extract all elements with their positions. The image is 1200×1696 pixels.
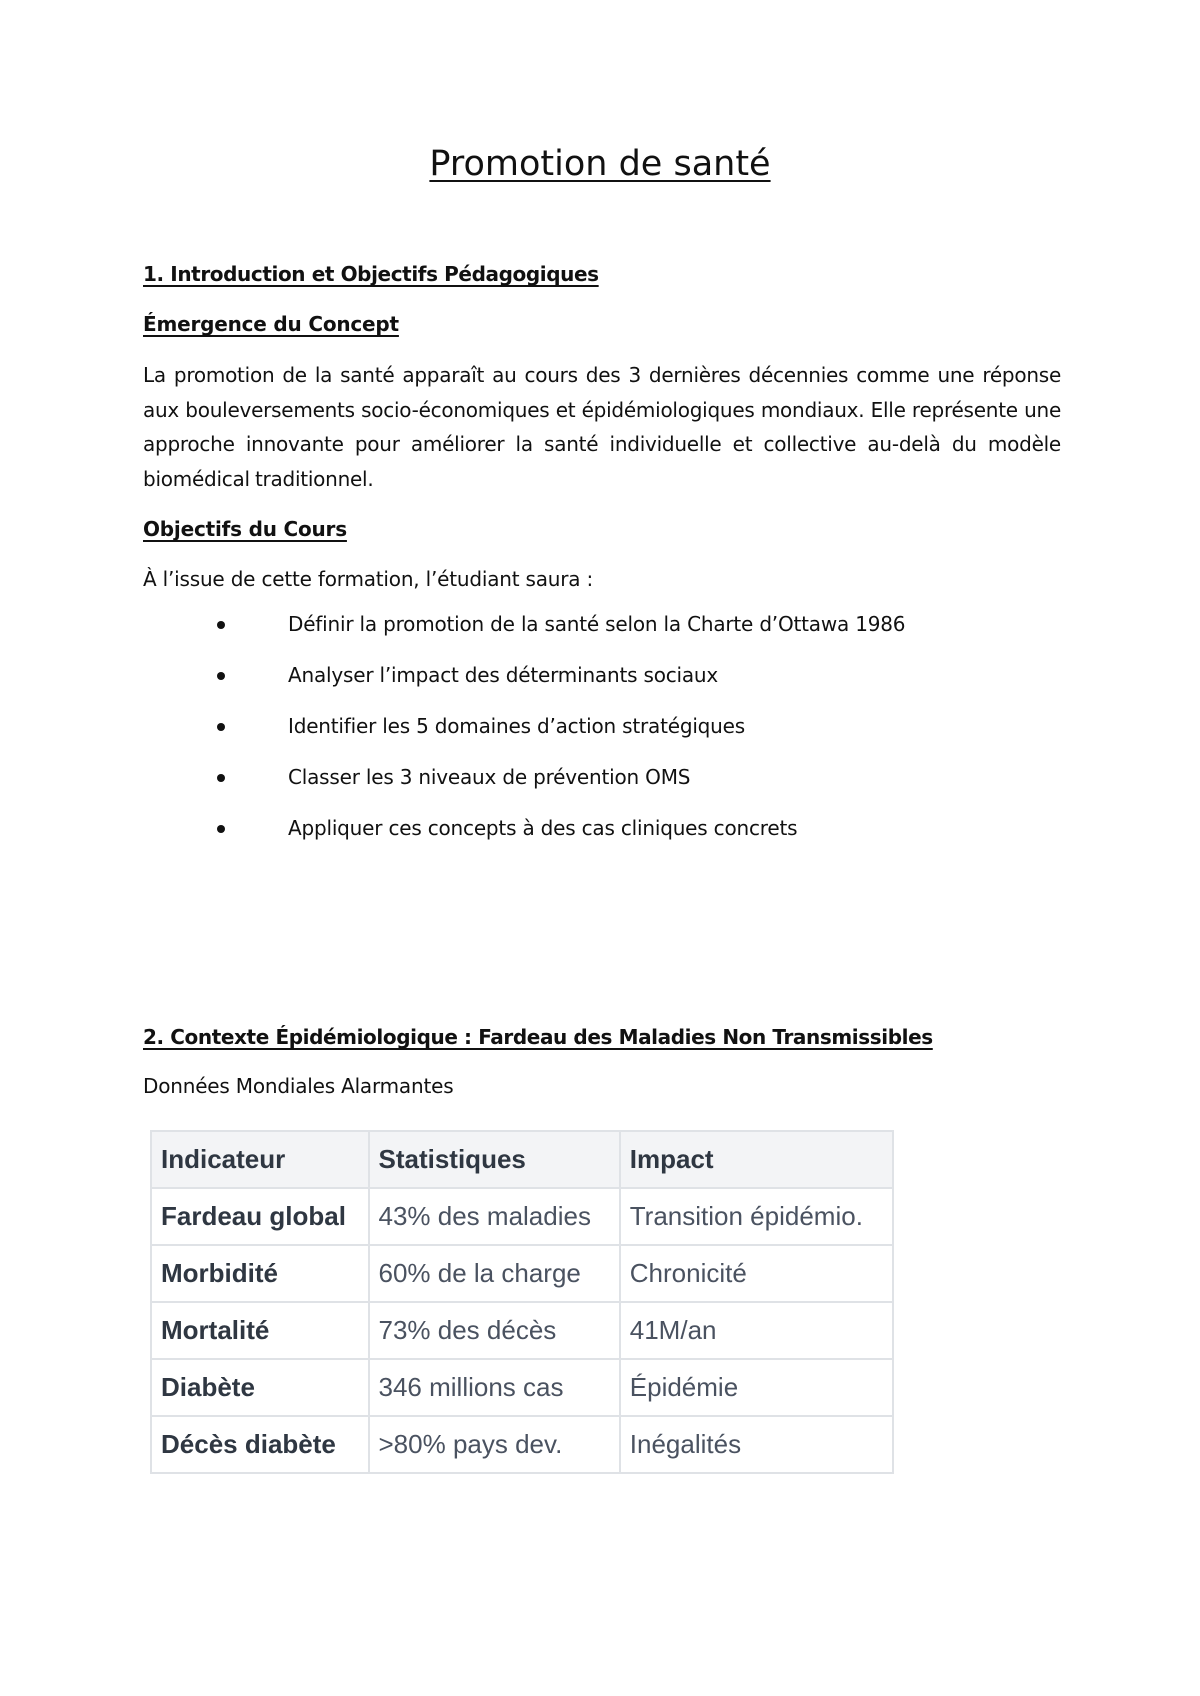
- objective-text: Analyser l’impact des déterminants sociaux: [288, 663, 719, 687]
- page-title: Promotion de santé: [429, 144, 771, 184]
- table-cell: Diabète: [151, 1359, 369, 1416]
- objectives-intro: À l’issue de cette formation, l’étudiant saura :: [143, 567, 594, 591]
- objectives-list: [0, 612, 1200, 867]
- column-header-impact: Impact: [620, 1131, 893, 1188]
- intro-paragraph: La promotion de la santé apparaît au cours des 3 dernières décennies comme une réponse aux bouleversements socio-économiques et épidémiologiques mondiaux. Elle représente une approche innovante pour améliorer la santé individuelle et collective au-delà du modèle biomédical traditionnel.: [143, 363, 1061, 491]
- subheading-objectives: Objectifs du Cours: [143, 517, 347, 541]
- table-cell: Mortalité: [151, 1302, 369, 1359]
- table-row: [151, 1416, 893, 1473]
- table-cell: Fardeau global: [151, 1188, 369, 1245]
- list-item: [0, 765, 1200, 816]
- table-cell: Transition épidémio.: [620, 1188, 893, 1245]
- list-item: [0, 612, 1200, 663]
- list-item: [0, 816, 1200, 867]
- table-cell: 60% de la charge: [369, 1245, 620, 1302]
- subheading-emergence: Émergence du Concept: [143, 312, 399, 336]
- objective-text: Classer les 3 niveaux de prévention OMS: [288, 765, 691, 789]
- objective-text: Identifier les 5 domaines d’action stratégiques: [288, 714, 745, 738]
- data-subheading: Données Mondiales Alarmantes: [143, 1074, 454, 1098]
- table-cell: 43% des maladies: [369, 1188, 620, 1245]
- bullet-icon: [217, 825, 225, 833]
- table-cell: Inégalités: [620, 1416, 893, 1473]
- bullet-icon: [217, 672, 225, 680]
- table-cell: >80% pays dev.: [369, 1416, 620, 1473]
- bullet-icon: [217, 621, 225, 629]
- section-2-heading: 2. Contexte Épidémiologique : Fardeau des Maladies Non Transmissibles: [143, 1025, 933, 1049]
- statistics-table: [150, 1130, 894, 1474]
- table-cell: 346 millions cas: [369, 1359, 620, 1416]
- column-header-indicator: Indicateur: [151, 1131, 369, 1188]
- bullet-icon: [217, 723, 225, 731]
- objective-text: Définir la promotion de la santé selon la Charte d’Ottawa 1986: [288, 612, 906, 636]
- table-row: [151, 1302, 893, 1359]
- table-row: [151, 1188, 893, 1245]
- table-header-row: [151, 1131, 893, 1188]
- table-row: [151, 1245, 893, 1302]
- table-cell: 41M/an: [620, 1302, 893, 1359]
- table-row: [151, 1359, 893, 1416]
- section-1-heading: 1. Introduction et Objectifs Pédagogiques: [143, 262, 599, 286]
- table-cell: Chronicité: [620, 1245, 893, 1302]
- list-item: [0, 663, 1200, 714]
- column-header-statistics: Statistiques: [369, 1131, 620, 1188]
- table-cell: Épidémie: [620, 1359, 893, 1416]
- list-item: [0, 714, 1200, 765]
- table-cell: Décès diabète: [151, 1416, 369, 1473]
- table-cell: 73% des décès: [369, 1302, 620, 1359]
- table-cell: Morbidité: [151, 1245, 369, 1302]
- objective-text: Appliquer ces concepts à des cas cliniques concrets: [288, 816, 798, 840]
- bullet-icon: [217, 774, 225, 782]
